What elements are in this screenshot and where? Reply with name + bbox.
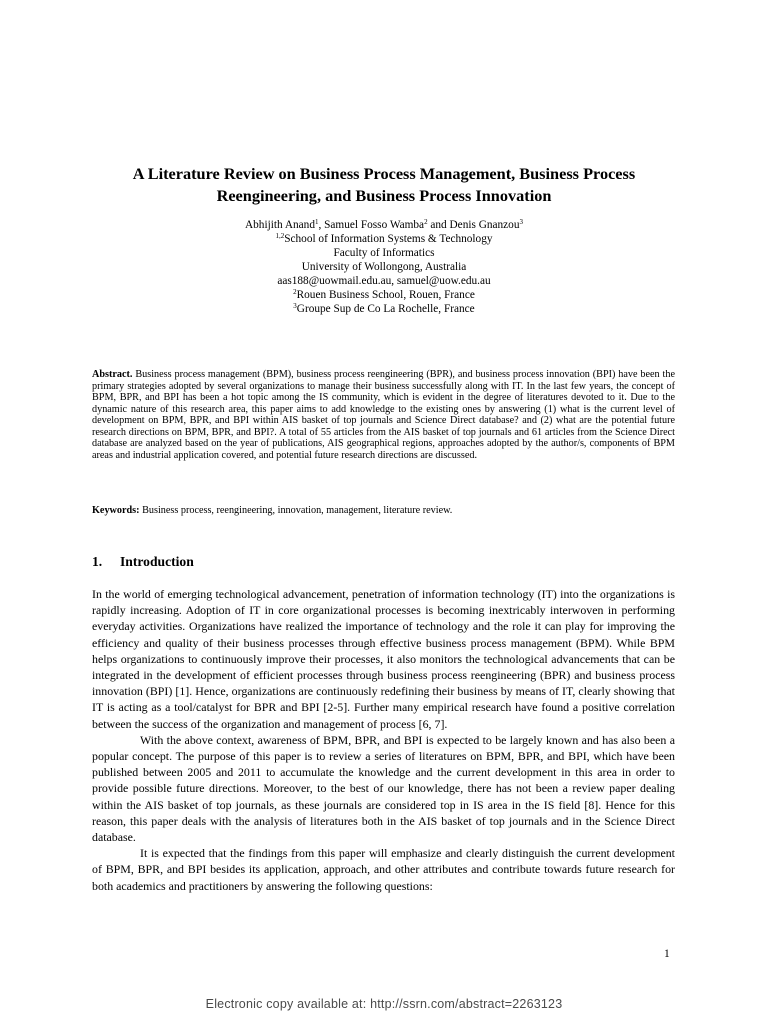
affiliation-faculty: Faculty of Informatics bbox=[333, 247, 435, 259]
keywords-label: Keywords: bbox=[92, 505, 140, 516]
affiliation-sup: 1,2 bbox=[275, 232, 285, 240]
section-number: 1. bbox=[92, 554, 103, 569]
keywords-text: Business process, reengineering, innovation, management, literature review. bbox=[139, 505, 453, 516]
keywords bbox=[92, 505, 675, 517]
affiliation-groupe-text: Groupe Sup de Co La Rochelle, France bbox=[296, 303, 475, 315]
author-1-sup: 1 bbox=[314, 218, 319, 226]
author-3: and Denis Gnanzou bbox=[427, 219, 520, 231]
introduction-body bbox=[92, 586, 675, 894]
affiliation-school bbox=[120, 232, 648, 246]
section-heading bbox=[92, 553, 194, 571]
author-block bbox=[120, 218, 648, 316]
abstract bbox=[92, 369, 675, 461]
paper-title bbox=[90, 163, 678, 207]
title-line-1: A Literature Review on Business Process Management, Business Process bbox=[132, 164, 636, 183]
affiliation-university: University of Wollongong, Australia bbox=[301, 261, 467, 273]
paragraph: With the above context, awareness of BPM, BPR, and BPI is expected to be largely known and has also been a popular concept. The purpose of this paper is to review a series of literatures on BPM, BPR, and BPI, which have been published between 2005 and 2011 to accumulate the knowledge and the current development in this area in order to provide possible future directions. Moreover, to the best of our knowledge, there has not been a review paper dealing within the AIS basket of top journals, as these journals are considered top in IS area in the IS field [8]. Hence for this reason, this paper deals with the analysis of literatures both in the AIS basket of top journals and in the Science Direct database. bbox=[92, 732, 675, 845]
author-names bbox=[120, 218, 648, 232]
author-3-sup: 3 bbox=[519, 218, 523, 226]
affiliation-school-text: School of Information Systems & Technology bbox=[284, 233, 493, 245]
abstract-label: Abstract. bbox=[92, 369, 133, 380]
title-line-2: Reengineering, and Business Process Innovation bbox=[216, 186, 552, 205]
paragraph: It is expected that the findings from this paper will emphasize and clearly distinguish the current development of BPM, BPR, and BPI besides its application, approach, and other attributes and contribute towards future research for both academics and practitioners by answering the following questions: bbox=[92, 846, 675, 893]
author-2-sup: 2 bbox=[424, 218, 428, 226]
affiliation-sup: 2 bbox=[293, 288, 297, 296]
section-title: Introduction bbox=[120, 554, 194, 569]
author-emails: aas188@uowmail.edu.au, samuel@uow.edu.au bbox=[277, 275, 491, 287]
author-2: , Samuel Fosso Wamba bbox=[318, 219, 425, 231]
author-1: Abhijith Anand bbox=[245, 219, 315, 231]
page-number: 1 bbox=[664, 948, 670, 960]
affiliation-rouen-text: Rouen Business School, Rouen, France bbox=[296, 289, 475, 301]
affiliation-rouen bbox=[120, 288, 648, 302]
abstract-text: Business process management (BPM), business process reengineering (BPR), and business process innovation (BPI) have been the primary strategies adopted by several organizations to manage their business successfully along with IT. In the last few years, the concept of BPM, BPR, and BPI has been a hot topic among the IS community, which is evident in the degree of literatures devoted to it. Due to the dynamic nature of this research area, this paper aims to add knowledge to the existing ones by answering (1) what is the current level of development on BPM, BPR, and BPI within AIS basket of top journals and Science Direct database? and (2) what are the potential future research directions on BPM, BPR, and BPI?. A total of 55 articles from the AIS basket of top journals and 61 articles from the Science Direct database are analyzed based on the year of publications, AIS geographical regions, approaches adopted by the author/s, components of BPM areas and industrial application covered, and potential future research directions are discussed. bbox=[92, 369, 675, 461]
ssrn-footer: Electronic copy available at: http://ssrn.com/abstract=2263123 bbox=[205, 997, 563, 1011]
affiliation-sup: 3 bbox=[293, 302, 297, 310]
affiliation-groupe bbox=[120, 302, 648, 316]
paragraph: In the world of emerging technological advancement, penetration of information technology (IT) into the organizations is rapidly increasing. Adoption of IT in core organizational processes is becoming inextricably interwoven in performing everyday activities. Organizations have realized the importance of technology and the role it can play for improving the efficiency and quality of their business processes through effective business process management (BPM). While BPM helps organizations to continuously improve their processes, it also monitors the technological advancements that can be integrated in the development of efficient processes through business process reengineering (BPR) and business process innovation (BPI) [1]. Hence, organizations are continuously redefining their business by means of IT, clearly showing that IT is acting as a tool/catalyst for BPR and BPI [2-5]. Further many empirical research have found a positive correlation between the success of the organization and management of process [6, 7]. bbox=[92, 587, 675, 731]
